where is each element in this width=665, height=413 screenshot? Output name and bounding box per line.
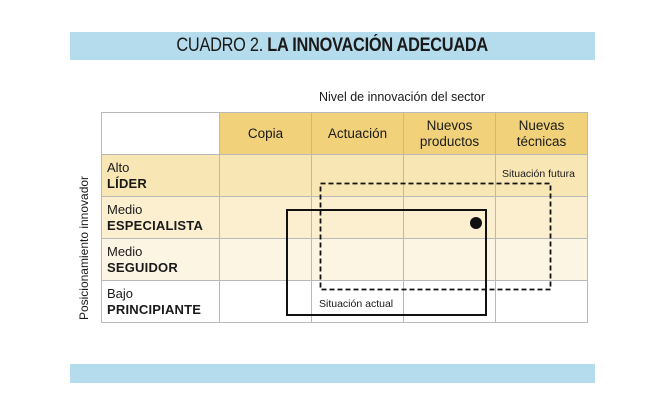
title-prefix: CUADRO 2.	[176, 35, 264, 56]
current-situation-label: Situación actual	[319, 298, 394, 310]
future-situation-label: Situación futura	[502, 168, 575, 180]
row-level: Bajo	[107, 285, 134, 301]
row-role: ESPECIALISTA	[107, 217, 204, 233]
x-axis-label: Nivel de innovación del sector	[318, 90, 486, 104]
column-header-nuevos-productos: Nuevos productos	[404, 113, 496, 155]
row-level: Medio	[107, 243, 143, 259]
row-role: LÍDER	[107, 175, 147, 191]
column-header-actuacion: Actuación	[312, 113, 404, 155]
column-header-copia: Copia	[220, 113, 312, 155]
row-level: Medio	[107, 201, 143, 217]
y-axis-label: Posicionamiento innovador	[77, 175, 91, 321]
position-marker	[470, 217, 482, 229]
row-role: PRINCIPIANTE	[107, 301, 202, 317]
row-role: SEGUIDOR	[107, 259, 178, 275]
row-level: Alto	[107, 159, 130, 175]
footer-banner	[70, 364, 595, 383]
future-situation-box	[321, 184, 551, 290]
column-header-nuevas-tecnicas: Nuevas técnicas	[496, 113, 588, 155]
title-main: LA INNOVACIÓN ADECUADA	[267, 35, 489, 56]
